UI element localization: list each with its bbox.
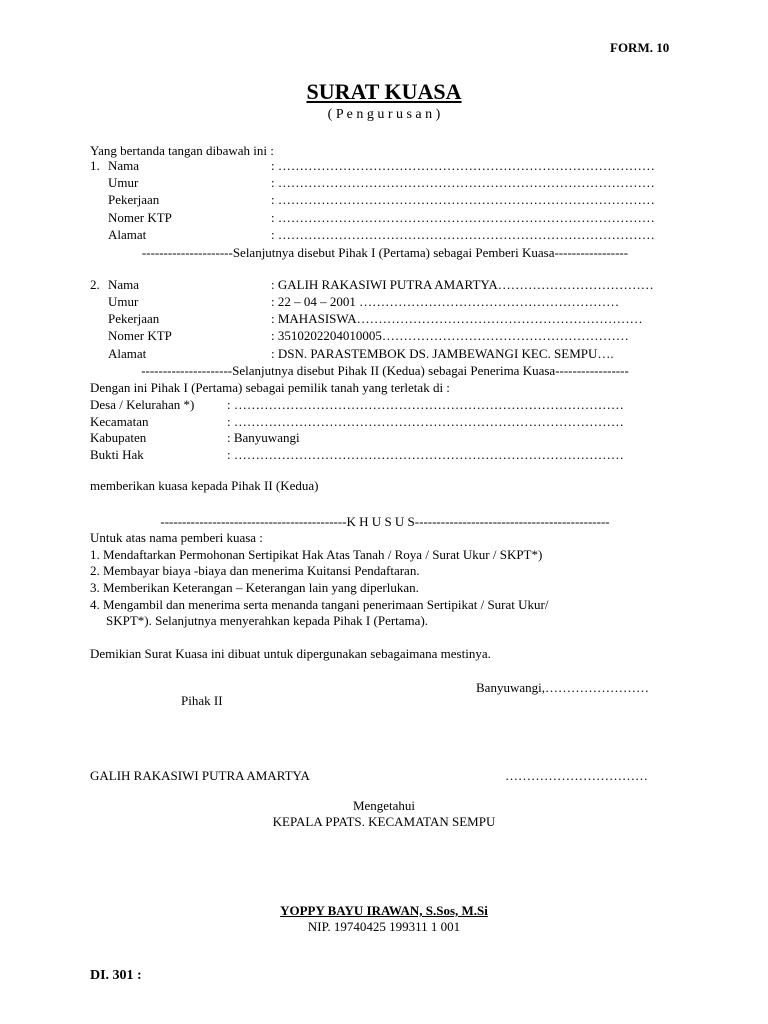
pihak2-signature-label: Pihak II [181, 693, 223, 708]
pihak1-row-nama [90, 157, 680, 174]
khusus-divider: -------------------------------------------K H U S U S--------------------------------------------- [160, 514, 610, 529]
pihak2-row-pekerjaan [90, 310, 680, 327]
field-value: : Banyuwangi [227, 430, 300, 445]
intro-text: Yang bertanda tangan dibawah ini : [90, 143, 274, 158]
tanah-row-bukti-hak [90, 446, 680, 463]
field-label: Alamat [108, 346, 147, 361]
pihak1-signature-blank: …………………………… [505, 768, 648, 783]
field-value: : GALIH RAKASIWI PUTRA AMARTYA……………………………… [271, 277, 654, 292]
field-label: Alamat [108, 227, 147, 242]
mengetahui-label: Mengetahui [352, 798, 416, 813]
field-label: Kabupaten [90, 430, 147, 445]
field-label: Pekerjaan [108, 192, 160, 207]
list-item: 1. Mendaftarkan Permohonan Sertipikat Hak Atas Tanah / Roya / Surat Ukur / SKPT*) [90, 547, 543, 562]
field-label: Bukti Hak [90, 447, 144, 462]
field-value: : ……………………………………………………………………………… [227, 414, 624, 429]
form-number: FORM. 10 [610, 40, 670, 55]
place-date: Banyuwangi,…………………… [476, 680, 649, 695]
field-label: Kecamatan [90, 414, 149, 429]
pihak1-row-pekerjaan [90, 191, 680, 208]
field-label: Nomer KTP [108, 210, 172, 225]
field-value: : 22 – 04 – 2001 …………………………………………………… [271, 294, 620, 309]
untuk-text: Untuk atas nama pemberi kuasa : [90, 530, 263, 545]
field-label: Umur [108, 294, 139, 309]
field-value: : 3510202204010005………………………………………………… [271, 328, 629, 343]
document-title: SURAT KUASA [306, 79, 462, 104]
pihak2-number: 2. [90, 277, 100, 292]
field-value: : …………………………………………………………………………… [271, 210, 655, 225]
list-item-continuation: SKPT*). Selanjutnya menyerahkan kepada Pihak I (Pertama). [106, 613, 429, 628]
field-value: : …………………………………………………………………………… [271, 175, 655, 190]
field-label: Desa / Kelurahan *) [90, 397, 195, 412]
field-value: : …………………………………………………………………………… [271, 227, 655, 242]
pihak2-separator: ---------------------Selanjutnya disebut Pihak II (Kedua) sebagai Penerima Kuasa----------------- [141, 363, 629, 378]
pihak2-row-alamat [90, 345, 680, 362]
pihak2-row-ktp [90, 327, 680, 344]
field-label: Umur [108, 175, 139, 190]
tanah-row-kabupaten [90, 429, 680, 446]
field-value: : ……………………………………………………………………………… [227, 397, 624, 412]
field-value: : …………………………………………………………………………… [271, 192, 655, 207]
pihak2-signature-name: GALIH RAKASIWI PUTRA AMARTYA [90, 768, 310, 783]
document-subtitle: ( P e n g u r u s a n ) [327, 107, 441, 122]
pihak1-row-umur [90, 174, 680, 191]
pihak1-row-alamat [90, 226, 680, 243]
tanah-intro: Dengan ini Pihak I (Pertama) sebagai pemilik tanah yang terletak di : [90, 380, 450, 395]
pihak2-row-nama [90, 276, 680, 293]
list-item: 2. Membayar biaya -biaya dan menerima Kuitansi Pendaftaran. [90, 563, 420, 578]
list-item: 4. Mengambil dan menerima serta menanda tangani penerimaan Sertipikat / Surat Ukur/ [90, 597, 549, 612]
kepala-title: KEPALA PPATS. KECAMATAN SEMPU [272, 814, 496, 829]
pihak1-row-ktp [90, 209, 680, 226]
field-label: Nomer KTP [108, 328, 172, 343]
pihak2-row-umur [90, 293, 680, 310]
official-name: YOPPY BAYU IRAWAN, S.Sos, M.Si [280, 903, 488, 918]
field-label: Nama [108, 277, 140, 292]
pihak1-separator: ---------------------Selanjutnya disebut Pihak I (Pertama) sebagai Pemberi Kuasa----------------- [141, 245, 629, 260]
footer-code: DI. 301 : [90, 968, 142, 983]
tanah-row-desa [90, 396, 680, 413]
list-item: 3. Memberikan Keterangan – Keterangan lain yang diperlukan. [90, 580, 419, 595]
official-nip: NIP. 19740425 199311 1 001 [307, 919, 461, 934]
field-label: Pekerjaan [108, 311, 160, 326]
pemberian-kuasa-text: memberikan kuasa kepada Pihak II (Kedua) [90, 478, 319, 493]
tanah-row-kecamatan [90, 413, 680, 430]
field-value: : ……………………………………………………………………………… [227, 447, 624, 462]
field-value: : …………………………………………………………………………… [271, 158, 655, 173]
field-value: : DSN. PARASTEMBOK DS. JAMBEWANGI KEC. SEMPU…. [271, 346, 614, 361]
field-value: : MAHASISWA………………………………………………………… [271, 311, 643, 326]
field-label: Nama [108, 158, 140, 173]
closing-statement: Demikian Surat Kuasa ini dibuat untuk dipergunakan sebagaimana mestinya. [90, 646, 491, 661]
pihak1-number: 1. [90, 158, 100, 173]
